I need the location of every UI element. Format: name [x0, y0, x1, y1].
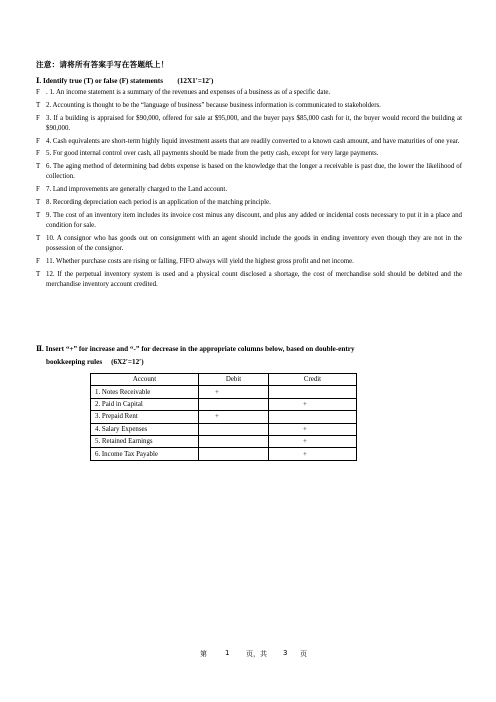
table-row: [91, 411, 357, 423]
section2-heading-line2: bookkeeping rules (6X2′=12′): [46, 358, 144, 366]
tf-statement: 4. Cash equivalents are short-term highly liquid investment assets that are readily converted to a known cash amount, and have maturities of one year.: [46, 137, 460, 145]
debit-cell: [199, 398, 269, 410]
table-row: [91, 386, 357, 398]
debit-cell: +: [199, 386, 269, 398]
credit-cell: +: [269, 423, 357, 435]
credit-cell: +: [269, 435, 357, 447]
footer-ye: 页: [300, 650, 307, 658]
tf-answer: F: [36, 137, 40, 145]
section1-heading: Ⅰ. Identify true (T) or false (F) statements (12X1′=12′): [36, 77, 214, 85]
tf-answer: F: [36, 150, 40, 158]
debit-cell: [199, 448, 269, 460]
debit-cell: +: [199, 411, 269, 423]
credit-cell: [269, 386, 357, 398]
tf-statement: 11. Whether purchase costs are rising or falling, FIFO always will yield the highest gross profit and net income.: [46, 257, 354, 265]
tf-answer: T: [36, 198, 41, 206]
tf-statement: 10. A consignor who has goods out on consignment with an agent should include the goods in ending inventory even though they are not in the possession of the consignor.: [46, 234, 462, 252]
tf-item: [36, 234, 462, 254]
tf-item: [36, 185, 462, 195]
tf-answer: F: [36, 186, 40, 194]
tf-answer: T: [36, 101, 41, 109]
tf-item: [36, 114, 462, 134]
account-cell: 3. Prepaid Rent: [91, 411, 199, 423]
credit-cell: +: [269, 448, 357, 460]
account-cell: 1. Notes Receivable: [91, 386, 199, 398]
account-cell: 2. Paid in Capital: [91, 398, 199, 410]
tf-statement: . 1. An income statement is a summary of the revenues and expenses of a business as of a specific date.: [46, 89, 331, 96]
tf-answer: F: [36, 114, 40, 122]
tf-answer: T: [36, 270, 41, 278]
column-header-credit: Credit: [269, 374, 357, 386]
tf-statement: 3. If a building is appraised for $90,000, offered for sale at $95,000, and the buyer pays $85,000 cash for it, the buyer would record the building at $90,000.: [46, 114, 462, 132]
section2-heading-line1: Ⅱ. Insert “+” for increase and “-” for decrease in the appropriate columns below, based on double-entry: [36, 345, 355, 353]
table-row: [91, 398, 357, 410]
tf-item: [36, 257, 462, 267]
tf-statement: 6. The aging method of determining bad debts expense is based on the knowledge that the longer a receivable is past due, the lower the likelihood of collection.: [46, 163, 462, 181]
tf-answer: T: [36, 163, 41, 171]
account-cell: 5. Retained Earnings: [91, 435, 199, 447]
footer-page-number: 1: [225, 649, 230, 657]
table-row: [91, 435, 357, 447]
tf-statement: 7. Land improvements are generally charged to the Land account.: [46, 186, 228, 194]
credit-cell: +: [269, 398, 357, 410]
tf-item: [36, 101, 462, 111]
tf-answer: T: [36, 234, 41, 242]
tf-item: [36, 162, 462, 182]
tf-statement: 2. Accounting is thought to be the “language of business” because business information is communicated to stakeholders.: [46, 101, 381, 109]
tf-statement: 8. Recording depreciation each period is an application of the matching principle.: [46, 198, 271, 206]
column-header-account: Account: [91, 374, 199, 386]
tf-answer: T: [36, 211, 41, 219]
tf-item: [36, 88, 462, 98]
tf-item: [36, 211, 462, 231]
table-row: [91, 423, 357, 435]
tf-statement: 9. The cost of an inventory item includes its invoice cost minus any discount, and plus any added or incidental costs necessary to put it in a place and condition for sale.: [46, 211, 462, 229]
account-cell: 4. Salary Expenses: [91, 423, 199, 435]
table-header-row: [91, 374, 357, 386]
footer-total-pages: 3: [283, 649, 288, 657]
tf-item: [36, 137, 462, 147]
debit-cell: [199, 423, 269, 435]
tf-answer: F: [36, 89, 40, 96]
exam-notice: 注意：请将所有答案手写在答题纸上！: [36, 60, 169, 69]
tf-item: [36, 198, 462, 208]
true-false-list: [36, 88, 462, 293]
tf-item: [36, 149, 462, 159]
debit-credit-table: [90, 373, 357, 461]
footer-ye-gong: 页，共: [246, 650, 267, 658]
tf-statement: 12. If the perpetual inventory system is used and a physical count disclosed a shortage, the cost of merchandise sold should be debited and the merchandise inventory account credited.: [46, 270, 462, 288]
section2-heading: [36, 343, 462, 369]
tf-answer: F: [36, 257, 40, 265]
credit-cell: [269, 411, 357, 423]
debit-cell: [199, 435, 269, 447]
footer-di: 第: [200, 650, 207, 658]
tf-item: [36, 270, 462, 290]
table-row: [91, 448, 357, 460]
account-cell: 6. Income Tax Payable: [91, 448, 199, 460]
column-header-debit: Debit: [199, 374, 269, 386]
tf-statement: 5. For good internal control over cash, all payments should be made from the petty cash, except for very large payments.: [46, 150, 379, 158]
